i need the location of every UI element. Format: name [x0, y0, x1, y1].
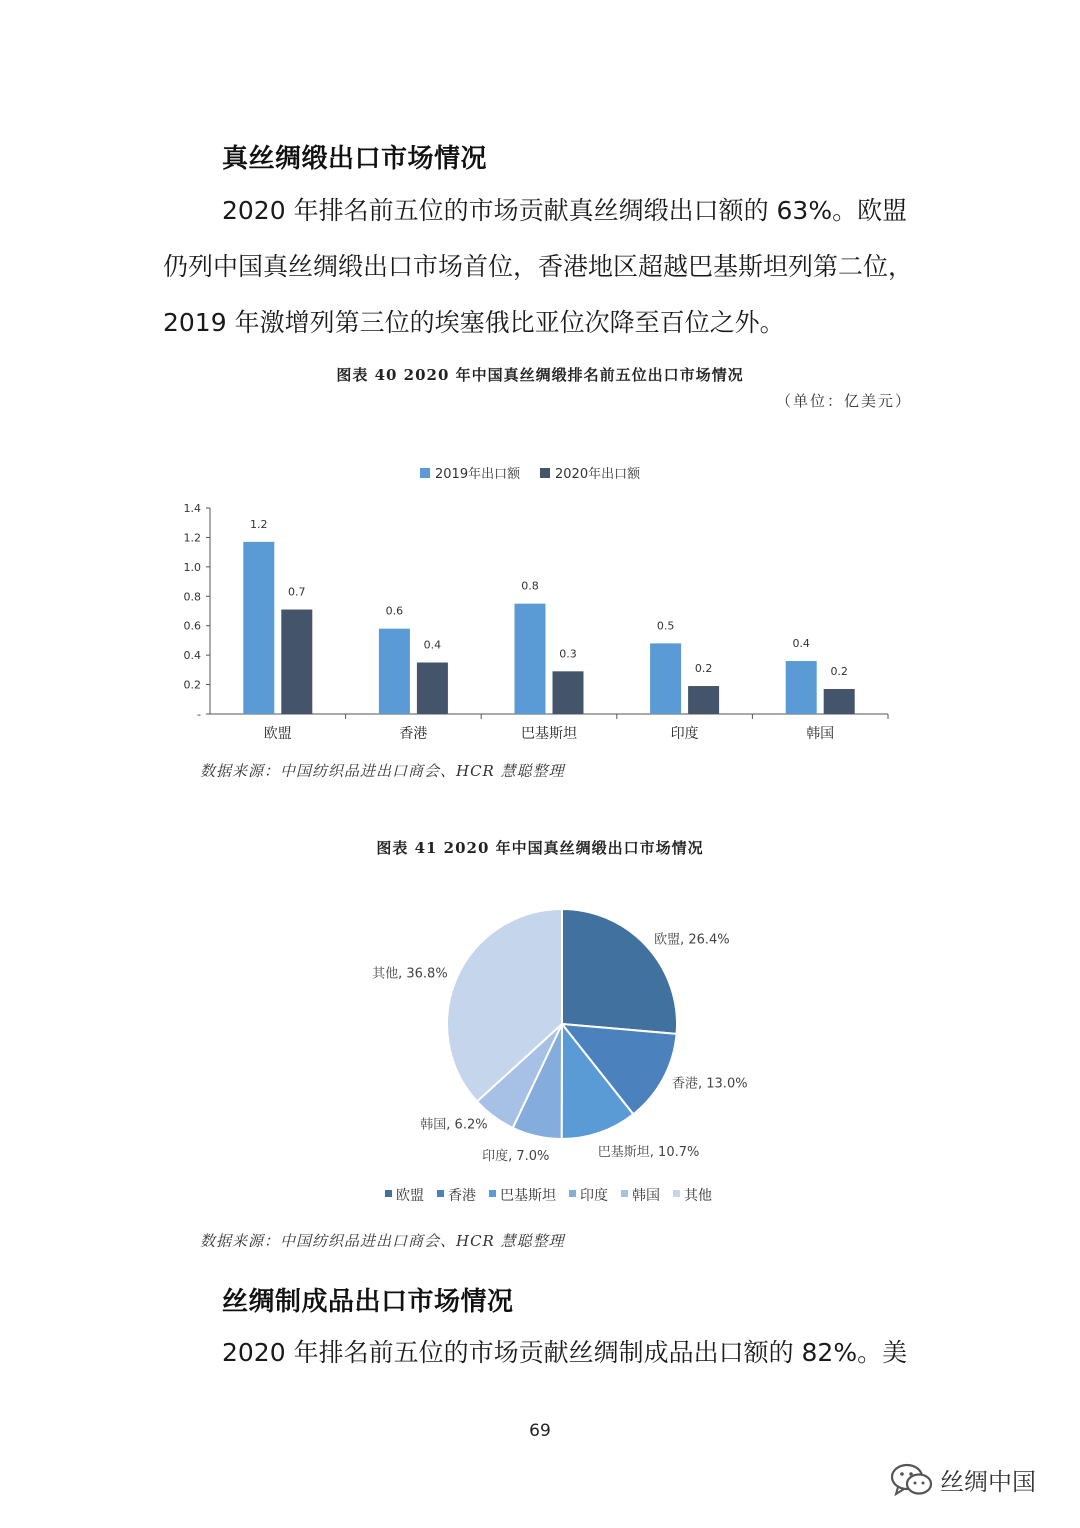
slice-label: 韩国, 6.2% — [420, 1117, 488, 1133]
data-label: 0.2 — [830, 664, 848, 678]
legend-swatch — [489, 1190, 496, 1197]
data-label: 0.2 — [694, 662, 713, 676]
slice-label: 其他, 36.8% — [372, 966, 448, 982]
section-heading: 丝绸制成品出口市场情况 — [222, 1287, 514, 1317]
data-source: 数据来源：中国纺织品进出口商会、HCR 慧聪整理 — [200, 1232, 565, 1250]
y-tick-label: - — [197, 708, 201, 721]
legend-swatch — [621, 1190, 628, 1197]
y-tick-label: 1.2 — [183, 531, 201, 545]
bar — [243, 542, 274, 714]
legend-swatch — [385, 1190, 392, 1197]
page-number: 69 — [529, 1421, 551, 1441]
chart-legend — [385, 1187, 712, 1204]
paragraph-line: 2019 年激增列第三位的埃塞俄比亚位次降至百位之外。 — [163, 308, 785, 337]
data-label: 0.6 — [385, 604, 404, 618]
data-label: 0.4 — [792, 637, 810, 651]
slice-label: 欧盟, 26.4% — [654, 932, 730, 948]
legend-label: 2020年出口额 — [555, 467, 641, 482]
bar — [824, 689, 855, 714]
slice-label: 巴基斯坦, 10.7% — [597, 1145, 700, 1161]
x-tick-label: 巴基斯坦 — [521, 726, 577, 742]
brand-name: 丝绸中国 — [940, 1468, 1036, 1496]
legend-swatch — [540, 468, 550, 478]
y-tick-label: 1.0 — [183, 560, 201, 574]
bar — [786, 661, 817, 714]
legend-label: 欧盟 — [396, 1188, 424, 1204]
legend-label: 2019年出口额 — [435, 467, 521, 482]
unit-label: （单位：亿美元） — [775, 392, 912, 410]
x-tick-label: 香港 — [399, 726, 428, 742]
y-tick-label: 0.8 — [183, 590, 201, 604]
legend-label: 韩国 — [632, 1188, 660, 1204]
x-tick-label: 韩国 — [806, 726, 835, 742]
paragraph-line: 2020 年排名前五位的市场贡献真丝绸缎出口额的 63%。欧盟 — [222, 196, 908, 225]
brand-mark — [890, 1462, 1036, 1497]
y-tick-label: 0.2 — [183, 678, 201, 692]
chart-bars — [243, 518, 854, 714]
section-heading: 真丝绸缎出口市场情况 — [222, 144, 488, 174]
bar — [379, 629, 410, 714]
chart-legend — [420, 466, 641, 482]
bar — [650, 643, 681, 714]
figure-caption: 图表 40 2020 年中国真丝绸缎排名前五位出口市场情况 — [336, 366, 744, 384]
legend-label: 巴基斯坦 — [500, 1188, 556, 1204]
legend-label: 印度 — [580, 1188, 608, 1204]
legend-label: 香港 — [448, 1188, 476, 1204]
data-label: 1.2 — [250, 517, 268, 531]
legend-swatch — [420, 468, 430, 478]
legend-swatch — [569, 1190, 576, 1197]
paragraph-line: 仍列中国真丝绸缎出口市场首位，香港地区超越巴基斯坦列第二位， — [163, 252, 914, 281]
x-tick-label: 欧盟 — [263, 726, 292, 742]
x-tick-label: 印度 — [670, 726, 699, 742]
data-source: 数据来源：中国纺织品进出口商会、HCR 慧聪整理 — [200, 762, 565, 780]
bar — [688, 686, 719, 714]
y-tick-label: 0.4 — [183, 649, 201, 663]
bar — [281, 610, 312, 714]
paragraph-line: 2020 年排名前五位的市场贡献丝绸制成品出口额的 82%。美 — [222, 1338, 908, 1367]
wechat-icon — [890, 1463, 934, 1497]
pie-slice — [562, 909, 677, 1034]
data-label: 0.8 — [521, 579, 539, 593]
bar — [553, 671, 584, 714]
y-tick-label: 0.6 — [183, 619, 201, 633]
y-tick-label: 1.4 — [183, 502, 201, 515]
pie-chart — [330, 890, 780, 1215]
legend-swatch — [673, 1190, 680, 1197]
data-label: 0.7 — [288, 585, 306, 599]
data-label: 0.3 — [559, 647, 577, 661]
data-label: 0.4 — [423, 638, 442, 652]
pie-slices — [447, 909, 677, 1139]
slice-label: 印度, 7.0% — [482, 1148, 550, 1164]
bar-chart — [160, 455, 920, 755]
bar — [417, 663, 448, 715]
legend-label: 其他 — [684, 1188, 712, 1204]
legend-swatch — [437, 1190, 444, 1197]
data-label: 0.5 — [656, 619, 675, 633]
figure-caption: 图表 41 2020 年中国真丝绸缎出口市场情况 — [376, 839, 704, 857]
bar — [515, 604, 546, 714]
slice-label: 香港, 13.0% — [672, 1076, 748, 1092]
